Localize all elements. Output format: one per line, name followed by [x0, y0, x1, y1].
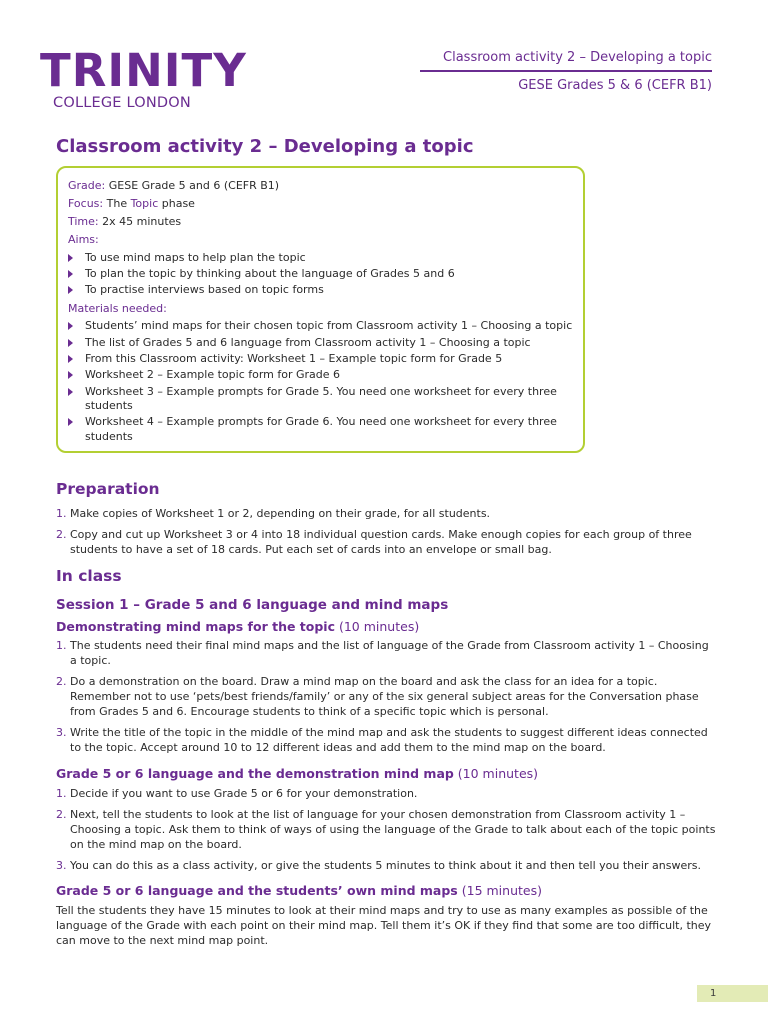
lang-own-heading-text: Grade 5 or 6 language and the students’ own mind maps	[56, 883, 458, 898]
material-text: Worksheet 3 – Example prompts for Grade 5. You need one worksheet for every three students	[85, 384, 557, 413]
material-text: Students’ mind maps for their chosen topic from Classroom activity 1 – Choosing a topic	[85, 319, 573, 333]
lang-demo-item: 2. Next, tell the students to look at the list of language for your chosen demonstration from Classroom activity 1 – Choosing a topic. Ask them to think of ways of using the language of the Grade to talk about each of the topic points on the mind map on the board.	[56, 808, 716, 851]
demo-text: Write the title of the topic in the middle of the mind map and ask the students to suggest different ideas connected to the topic. Accept around 10 to 12 different ideas and add them to the mind map on the board.	[70, 726, 708, 754]
preparation-text: Copy and cut up Worksheet 3 or 4 into 18 individual question cards. Make enough copies for each group of three students to have a set of 18 cards. Put each set of cards into an envelope or small bag.	[70, 528, 692, 556]
material-item	[68, 336, 573, 351]
focus-post: phase	[158, 197, 195, 210]
session-1-heading: Session 1 – Grade 5 and 6 language and mind maps	[56, 597, 449, 613]
aim-item	[68, 267, 573, 282]
material-item	[68, 352, 573, 367]
preparation-list	[56, 506, 716, 563]
material-item	[68, 319, 573, 334]
running-header-title: Classroom activity 2 – Developing a topic	[443, 50, 712, 65]
aim-text: To use mind maps to help plan the topic	[85, 250, 306, 264]
demo-heading	[56, 619, 419, 634]
page-number: 1	[697, 985, 768, 1002]
material-text: Worksheet 2 – Example topic form for Grade 6	[85, 368, 341, 382]
time-row	[68, 213, 573, 231]
in-class-heading: In class	[56, 567, 122, 585]
material-item	[68, 415, 573, 444]
material-item	[68, 385, 573, 414]
running-header-subtitle: GESE Grades 5 & 6 (CEFR B1)	[518, 78, 712, 93]
bullet-arrow-icon	[68, 322, 73, 330]
lang-demo-text: Decide if you want to use Grade 5 or 6 for your demonstration.	[70, 787, 418, 800]
focus-topic-link[interactable]: Topic	[130, 197, 159, 210]
materials-label: Materials needed:	[68, 301, 167, 315]
bullet-arrow-icon	[68, 418, 73, 426]
lang-own-time: (15 minutes)	[457, 883, 542, 898]
lang-own-heading	[56, 883, 542, 898]
logo-wordmark: TRINITY	[40, 44, 247, 97]
grade-row	[68, 177, 573, 195]
lang-own-paragraph: Tell the students they have 15 minutes to look at their mind maps and try to use as many examples as possible of the language of the Grade with each point on their mind map. Tell them it’s OK if they find that some are too difficult, they can move to the next mind map point.	[56, 904, 712, 947]
material-text: The list of Grades 5 and 6 language from Classroom activity 1 – Choosing a topic	[85, 335, 531, 349]
material-text: From this Classroom activity: Worksheet 1 – Example topic form for Grade 5	[85, 352, 503, 366]
aims-label: Aims:	[68, 233, 99, 246]
focus-row	[68, 195, 573, 213]
lang-demo-list	[56, 786, 716, 879]
aim-text: To practise interviews based on topic forms	[85, 283, 324, 297]
bullet-arrow-icon	[68, 286, 73, 294]
bullet-arrow-icon	[68, 254, 73, 262]
activity-info-box	[56, 166, 585, 453]
demo-heading-text: Demonstrating mind maps for the topic	[56, 619, 335, 634]
lang-demo-text: Next, tell the students to look at the list of language for your chosen demonstration from Classroom activity 1 – Choosing a topic. Ask them to think of ways of using the language of the Grade to talk about each of the topic points on the mind map on the board.	[70, 808, 716, 851]
demo-item: 1. The students need their final mind maps and the list of language of the Grade from Classroom activity 1 – Choosing a topic.	[56, 639, 709, 667]
bullet-arrow-icon	[68, 270, 73, 278]
demo-item: 2. Do a demonstration on the board. Draw a mind map on the board and ask the class for an idea for a topic. Remember not to use ‘pets/best friends/family’ or any of the six general subject areas for the Conversation phase from Grades 5 and 6. Encourage students to think of a specific topic which is personal.	[56, 675, 699, 718]
running-header	[420, 50, 712, 93]
preparation-item: 1. Make copies of Worksheet 1 or 2, depending on their grade, for all students.	[56, 507, 491, 520]
trinity-logo	[40, 44, 247, 111]
bullet-arrow-icon	[68, 371, 73, 379]
logo-subtitle: COLLEGE LONDON	[53, 95, 191, 111]
lang-demo-heading-text: Grade 5 or 6 language and the demonstration mind map	[56, 766, 454, 781]
bullet-arrow-icon	[68, 355, 73, 363]
aim-item	[68, 283, 573, 298]
lang-demo-text: You can do this as a class activity, or give the students 5 minutes to think about it and then tell you their answers.	[70, 859, 701, 872]
preparation-heading: Preparation	[56, 480, 160, 498]
time-label: Time:	[68, 215, 99, 228]
demo-list	[56, 638, 716, 761]
materials-list	[68, 319, 573, 444]
grade-label: Grade:	[68, 179, 106, 192]
lang-demo-item: 1. Decide if you want to use Grade 5 or 6 for your demonstration.	[56, 787, 418, 800]
header-rule	[420, 70, 712, 72]
lang-demo-item: 3. You can do this as a class activity, or give the students 5 minutes to think about it and then tell you their answers.	[56, 859, 701, 872]
material-item	[68, 368, 573, 383]
bullet-arrow-icon	[68, 388, 73, 396]
lang-demo-heading	[56, 766, 538, 781]
lang-demo-time: (10 minutes)	[453, 766, 539, 781]
preparation-text: Make copies of Worksheet 1 or 2, depending on their grade, for all students.	[70, 507, 491, 520]
material-text: Worksheet 4 – Example prompts for Grade 6. You need one worksheet for every three students	[85, 415, 557, 443]
grade-value: GESE Grade 5 and 6 (CEFR B1)	[105, 179, 280, 192]
bullet-arrow-icon	[68, 339, 73, 347]
aim-text: To plan the topic by thinking about the language of Grades 5 and 6	[85, 267, 455, 281]
demo-item: 3. Write the title of the topic in the middle of the mind map and ask the students to suggest different ideas connected to the topic. Accept around 10 to 12 different ideas and add them to the mind map on the board.	[56, 726, 708, 754]
aims-list	[68, 251, 573, 298]
aim-item	[68, 251, 573, 266]
demo-text: Do a demonstration on the board. Draw a mind map on the board and ask the class for an idea for a topic. Remember not to use ‘pets/best friends/family’ or any of the six general subject areas for the Conversation phase from Grades 5 and 6. Encourage students to think of a specific topic which is personal.	[70, 675, 699, 718]
time-value: 2x 45 minutes	[98, 215, 182, 228]
focus-pre: The	[103, 197, 131, 210]
demo-time: (10 minutes)	[335, 619, 420, 634]
demo-text: The students need their final mind maps and the list of language of the Grade from Classroom activity 1 – Choosing a topic.	[70, 639, 709, 667]
preparation-item: 2. Copy and cut up Worksheet 3 or 4 into 18 individual question cards. Make enough copies for each group of three students to have a set of 18 cards. Put each set of cards into an envelope or small bag.	[56, 528, 692, 556]
focus-label: Focus:	[68, 197, 104, 210]
page-title: Classroom activity 2 – Developing a topic	[56, 136, 474, 157]
